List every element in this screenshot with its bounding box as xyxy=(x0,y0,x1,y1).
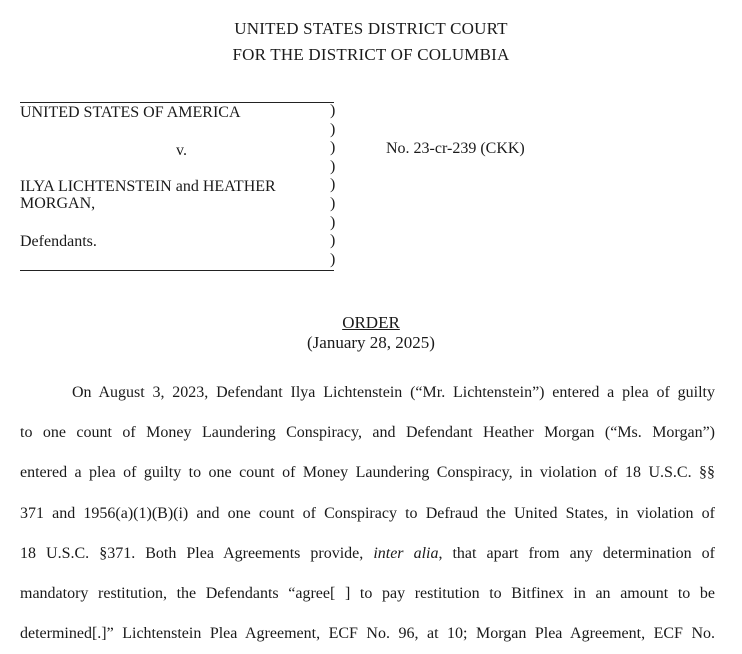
plaintiff-name: UNITED STATES OF AMERICA xyxy=(20,104,241,121)
paren: ) xyxy=(330,232,336,250)
body-line xyxy=(20,534,715,574)
body-line: 371 and 1956(a)(1)(B)(i) and one count of Conspiracy to Defraud the United States, in violation of xyxy=(20,504,715,522)
court-district: FOR THE DISTRICT OF COLUMBIA xyxy=(232,45,510,64)
italic-phrase: inter alia xyxy=(373,544,439,562)
caption-parentheses xyxy=(330,102,335,269)
body-line: On August 3, 2023, Defendant Ilya Lichtenstein (“Mr. Lichtenstein”) entered a plea of guilty xyxy=(72,384,715,401)
order-date: (January 28, 2025) xyxy=(307,333,435,352)
defendants-line-1: ILYA LICHTENSTEIN and HEATHER xyxy=(20,178,276,195)
paren: ) xyxy=(330,102,336,119)
court-header xyxy=(0,16,742,68)
paren: ) xyxy=(330,250,336,268)
defendants-line-2: MORGAN, xyxy=(20,195,96,212)
body-line: to one count of Money Laundering Conspiracy, and Defendant Heather Morgan (“Ms. Morgan”) xyxy=(20,424,715,442)
body-line: entered a plea of guilty to one count of Money Laundering Conspiracy, in violation of 18 U.S.C. §§ xyxy=(20,464,715,482)
body-text-segment: 18 U.S.C. §371. Both Plea Agreements provide, xyxy=(20,544,374,562)
body-text-segment: , that apart from any determination of xyxy=(438,544,715,562)
order-heading xyxy=(0,313,742,353)
versus-label: v. xyxy=(176,142,187,159)
paren: ) xyxy=(330,120,336,138)
order-body xyxy=(20,373,715,654)
paren: ) xyxy=(330,139,336,157)
caption-bottom-rule xyxy=(20,270,334,271)
paren: ) xyxy=(330,194,336,212)
case-number: No. 23-cr-239 (CKK) xyxy=(386,140,525,157)
defendants-names xyxy=(20,178,330,212)
paren: ) xyxy=(330,176,336,194)
court-name: UNITED STATES DISTRICT COURT xyxy=(234,19,508,38)
paren: ) xyxy=(330,213,336,231)
body-line: mandatory restitution, the Defendants “agree[ ] to pay restitution to Bitfinex in an amount to be xyxy=(20,585,715,603)
order-title: ORDER xyxy=(342,313,400,332)
caption-top-rule xyxy=(20,102,334,103)
body-line: determined[.]” Lichtenstein Plea Agreement, ECF No. 96, at 10; Morgan Plea Agreement, ECF No. xyxy=(20,625,715,643)
defendants-label: Defendants. xyxy=(20,233,97,250)
paren: ) xyxy=(330,157,336,175)
